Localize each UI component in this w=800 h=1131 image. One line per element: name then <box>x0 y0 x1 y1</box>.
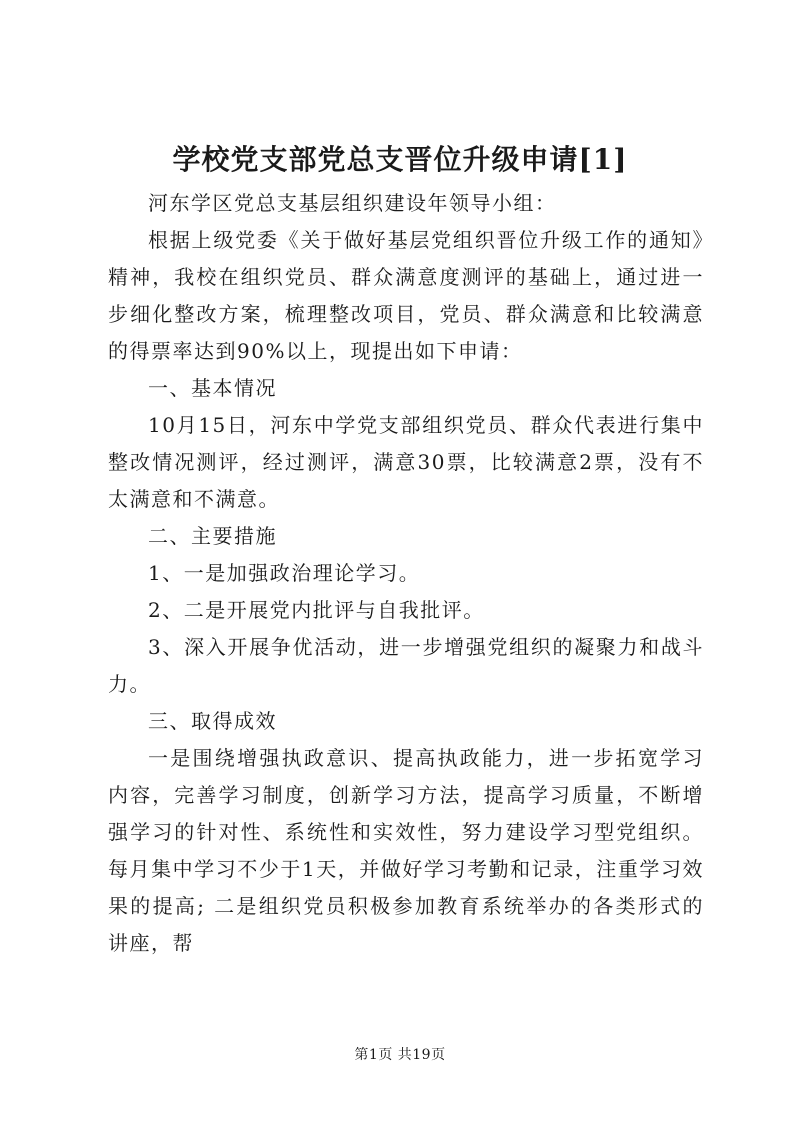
measure-item-3: 3、深入开展争优活动，进一步增强党组织的凝聚力和战斗力。 <box>108 635 704 696</box>
intro-paragraph: 根据上级党委《关于做好基层党组织晋位升级工作的通知》精神，我校在组织党员、群众满意度测评的基础上，通过进一步细化整改方案，梳理整改项目，党员、群众满意和比较满意的得票率达到90%以上，现提出如下申请： <box>108 228 704 363</box>
measure-item-1: 1、一是加强政治理论学习。 <box>148 561 421 585</box>
document-title: 学校党支部党总支晋位升级申请[1] <box>172 143 628 176</box>
section-heading-basic: 一、基本情况 <box>148 376 277 400</box>
results-paragraph: 一是围绕增强执政意识、提高执政能力，进一步拓宽学习内容，完善学习制度，创新学习方法，提高学习质量，不断增强学习的针对性、系统性和实效性，努力建设学习型党组织。每月集中学习不少于1天，并做好学习考勤和记录，注重学习效果的提高; 二是组织党员积极参加教育系统举办的各类形式的讲座，帮 <box>108 746 704 955</box>
page-number-footer: 第1页 共19页 <box>354 1047 446 1063</box>
section-heading-measures: 二、主要措施 <box>148 524 277 548</box>
salutation-paragraph: 河东学区党总支基层组织建设年领导小组： <box>148 191 557 215</box>
document-body <box>108 185 704 962</box>
measure-item-2: 2、二是开展党内批评与自我批评。 <box>148 598 485 622</box>
basic-situation-paragraph: 10月15日，河东中学党支部组织党员、群众代表进行集中整改情况测评，经过测评，满意30票，比较满意2票，没有不太满意和不满意。 <box>108 413 704 511</box>
section-heading-results: 三、取得成效 <box>148 709 277 733</box>
